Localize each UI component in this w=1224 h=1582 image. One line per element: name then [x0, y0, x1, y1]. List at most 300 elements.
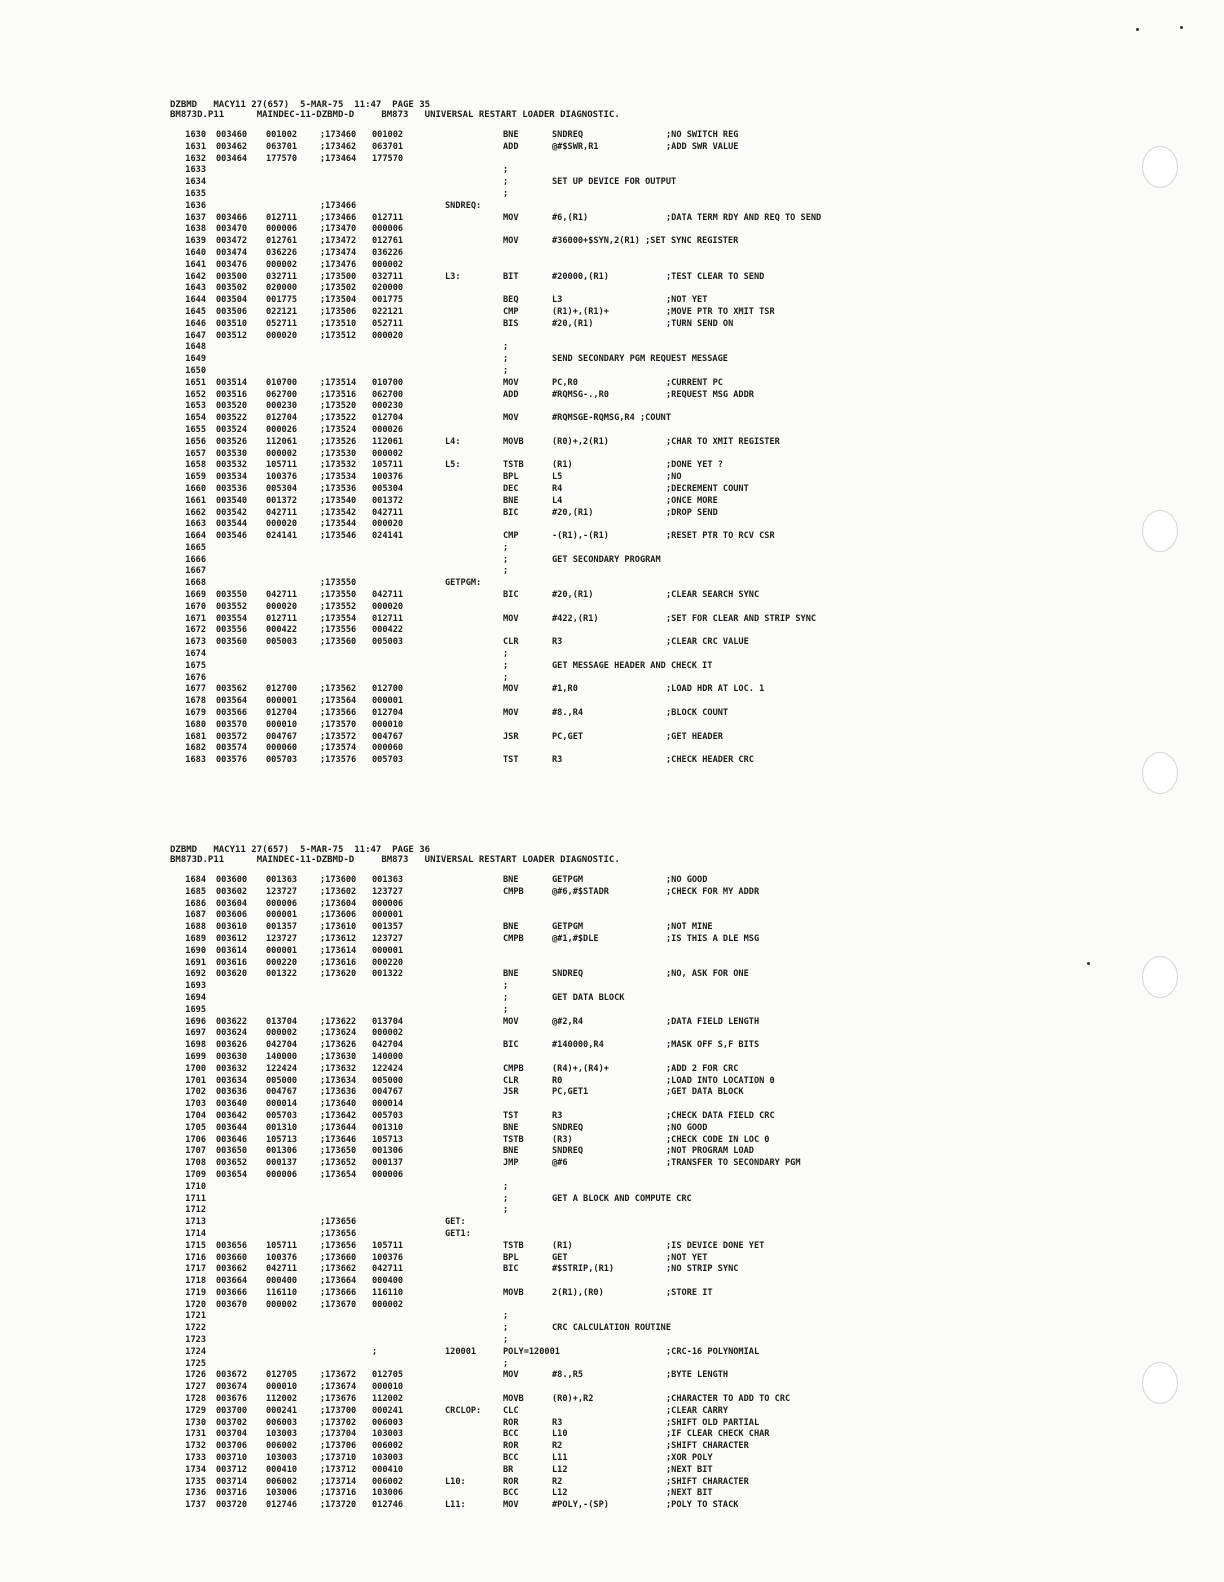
line-line-number: 1696 [185, 1016, 206, 1027]
binder-hole-icon [1142, 752, 1178, 794]
line-line-number: 1669 [185, 590, 206, 601]
line-relocated-address: ;173706 [320, 1441, 357, 1452]
line-location: 003720 [216, 1500, 248, 1511]
line-code: 177570 [266, 153, 298, 164]
listing-line [170, 425, 990, 437]
listing-line [170, 307, 990, 319]
listing-line [170, 661, 990, 673]
line-operand: #POLY,-(SP) [552, 1500, 609, 1511]
line-code: 024141 [266, 531, 298, 542]
line-location: 003514 [216, 377, 248, 388]
line-location: 003526 [216, 436, 248, 447]
line-opcode: MOV [503, 613, 519, 624]
line-operand: R2 [552, 1476, 563, 1487]
listing-line [170, 484, 990, 496]
line-code: 001372 [266, 495, 298, 506]
line-relocated-code: 000006 [372, 1169, 404, 1180]
line-location: 003572 [216, 731, 248, 742]
line-location: 003522 [216, 413, 248, 424]
line-comment: ;NO [666, 472, 682, 483]
line-opcode: POLY=120001 [503, 1346, 560, 1357]
listing-line [170, 1335, 990, 1347]
line-operand: GET [552, 1252, 568, 1263]
line-line-number: 1731 [185, 1429, 206, 1440]
line-operand: #140000,R4 [552, 1040, 604, 1051]
line-relocated-code: 103003 [372, 1453, 404, 1464]
line-line-number: 1632 [185, 153, 206, 164]
listing-line [170, 142, 990, 154]
line-comment: ;POLY TO STACK [666, 1500, 739, 1511]
line-opcode: BCC [503, 1453, 519, 1464]
line-opcode: ; [503, 672, 509, 683]
line-line-number: 1663 [185, 519, 206, 530]
listing-line [170, 342, 990, 354]
line-comment: ;NO GOOD [666, 1122, 708, 1133]
line-opcode: ROR [503, 1417, 519, 1428]
line-opcode: BNE [503, 1122, 519, 1133]
line-code: 000010 [266, 719, 298, 730]
line-line-number: 1639 [185, 236, 206, 247]
line-relocated-address: ;173700 [320, 1405, 357, 1416]
line-operand: #20,(R1) [552, 590, 594, 601]
line-code: 112002 [266, 1394, 298, 1405]
line-line-number: 1695 [185, 1004, 206, 1015]
line-comment: ;CHECK HEADER CRC [666, 755, 754, 766]
line-location: 003542 [216, 507, 248, 518]
listing-line [170, 993, 990, 1005]
line-line-number: 1691 [185, 957, 206, 968]
line-line-number: 1645 [185, 306, 206, 317]
line-relocated-code: 005703 [372, 1110, 404, 1121]
line-relocated-code: 103006 [372, 1488, 404, 1499]
line-line-number: 1642 [185, 271, 206, 282]
listing-line [170, 366, 990, 378]
listing-line [170, 1359, 990, 1371]
line-relocated-address: ;173504 [320, 295, 357, 306]
line-code: 005000 [266, 1075, 298, 1086]
line-line-number: 1677 [185, 684, 206, 695]
line-comment: ;BYTE LENGTH [666, 1370, 729, 1381]
line-relocated-code: 013704 [372, 1016, 404, 1027]
line-line-number: 1736 [185, 1488, 206, 1499]
line-line-number: 1737 [185, 1500, 206, 1511]
listing-line [170, 649, 990, 661]
line-relocated-address: ;173534 [320, 472, 357, 483]
line-comment: ;DATA FIELD LENGTH [666, 1016, 760, 1027]
line-comment: ;CLEAR CRC VALUE [666, 637, 749, 648]
line-operand: SNDREQ [552, 969, 584, 980]
line-operand: L5 [552, 472, 563, 483]
line-operand: #422,(R1) [552, 613, 599, 624]
line-operand: @#1,#$DLE [552, 933, 599, 944]
line-line-number: 1672 [185, 625, 206, 636]
line-operand: (R0)+,2(R1) [552, 436, 609, 447]
line-location: 003626 [216, 1040, 248, 1051]
binder-hole-icon [1142, 510, 1178, 552]
line-relocated-code: 000010 [372, 1382, 404, 1393]
line-line-number: 1675 [185, 660, 206, 671]
listing-line [170, 1477, 990, 1489]
line-code: 012761 [266, 236, 298, 247]
listing-line [170, 1205, 990, 1217]
line-relocated-code: 006003 [372, 1417, 404, 1428]
line-relocated-address: ;173516 [320, 389, 357, 400]
line-relocated-code: 000001 [372, 945, 404, 956]
line-opcode: BIC [503, 1040, 519, 1051]
line-operand: (R1) [552, 1240, 573, 1251]
line-location: 003620 [216, 969, 248, 980]
line-line-number: 1702 [185, 1087, 206, 1098]
line-line-number: 1671 [185, 613, 206, 624]
line-line-number: 1730 [185, 1417, 206, 1428]
line-comment: ;REQUEST MSG ADDR [666, 389, 754, 400]
listing-line [170, 1123, 990, 1135]
line-location: 003702 [216, 1417, 248, 1428]
line-relocated-code: 000020 [372, 330, 404, 341]
listing-line [170, 1052, 990, 1064]
line-relocated-code: 001372 [372, 495, 404, 506]
line-code: 042711 [266, 590, 298, 601]
line-operand: @#6 [552, 1158, 568, 1169]
line-location: 003612 [216, 933, 248, 944]
line-location: 003466 [216, 212, 248, 223]
line-location: 003566 [216, 708, 248, 719]
line-code: 012711 [266, 613, 298, 624]
scan-speck-icon [1180, 26, 1183, 29]
line-code: 062700 [266, 389, 298, 400]
line-relocated-address: ;173712 [320, 1464, 357, 1475]
line-opcode: MOV [503, 212, 519, 223]
line-operand: PC,R0 [552, 377, 578, 388]
listing-line [170, 213, 990, 225]
line-relocated-address: ;173710 [320, 1453, 357, 1464]
line-relocated-address: ;173500 [320, 271, 357, 282]
line-opcode: BIS [503, 318, 519, 329]
listing-line [170, 875, 990, 887]
listing-line [170, 1146, 990, 1158]
line-line-number: 1728 [185, 1394, 206, 1405]
line-relocated-code: 004767 [372, 1087, 404, 1098]
listing-line [170, 295, 990, 307]
line-comment: ;CHECK FOR MY ADDR [666, 886, 760, 897]
line-code: 000006 [266, 224, 298, 235]
line-operand: (R0)+,R2 [552, 1394, 594, 1405]
line-relocated-address: ;173676 [320, 1394, 357, 1405]
line-code: 103006 [266, 1488, 298, 1499]
line-opcode: MOV [503, 1016, 519, 1027]
line-line-number: 1718 [185, 1276, 206, 1287]
line-location: 003540 [216, 495, 248, 506]
listing-body [170, 130, 990, 767]
line-line-number: 1650 [185, 365, 206, 376]
line-relocated-code: 000220 [372, 957, 404, 968]
line-comment: ;CURRENT PC [666, 377, 723, 388]
listing-line [170, 165, 990, 177]
line-line-number: 1715 [185, 1240, 206, 1251]
line-code: 000001 [266, 945, 298, 956]
line-location: 003464 [216, 153, 248, 164]
listing-line [170, 201, 990, 213]
line-line-number: 1686 [185, 898, 206, 909]
line-code: 103003 [266, 1453, 298, 1464]
line-opcode: ; [503, 1358, 509, 1369]
line-operand: L4 [552, 495, 563, 506]
line-opcode: MOV [503, 708, 519, 719]
line-relocated-address: ;173576 [320, 755, 357, 766]
listing-line [170, 319, 990, 331]
line-relocated-code: 001310 [372, 1122, 404, 1133]
line-relocated-code: 001322 [372, 969, 404, 980]
line-relocated-address: ;173524 [320, 424, 357, 435]
line-location: 003650 [216, 1146, 248, 1157]
line-comment: ;TEST CLEAR TO SEND [666, 271, 765, 282]
listing-line [170, 981, 990, 993]
line-location: 003574 [216, 743, 248, 754]
line-code: 116110 [266, 1287, 298, 1298]
line-line-number: 1729 [185, 1405, 206, 1416]
binder-hole-icon [1142, 956, 1178, 998]
line-relocated-code: 020000 [372, 283, 404, 294]
line-opcode: ; [503, 566, 509, 577]
line-opcode: ; [503, 165, 509, 176]
line-line-number: 1636 [185, 200, 206, 211]
line-line-number: 1673 [185, 637, 206, 648]
line-code: 020000 [266, 283, 298, 294]
listing-line [170, 248, 990, 260]
line-operand: #20,(R1) [552, 318, 594, 329]
line-operand: #RQMSG-.,R0 [552, 389, 609, 400]
line-label: 120001 [445, 1346, 477, 1357]
line-label: GETPGM: [445, 578, 482, 589]
line-comment: ;ONCE MORE [666, 495, 718, 506]
listing-line [170, 1194, 990, 1206]
line-relocated-code: 000400 [372, 1276, 404, 1287]
line-opcode: CLC [503, 1405, 519, 1416]
line-relocated-code: ; [372, 1346, 378, 1357]
line-location: 003474 [216, 247, 248, 258]
line-location: 003552 [216, 601, 248, 612]
line-location: 003674 [216, 1382, 248, 1393]
line-opcode: MOVB [503, 1394, 524, 1405]
line-location: 003504 [216, 295, 248, 306]
line-line-number: 1682 [185, 743, 206, 754]
listing-line [170, 625, 990, 637]
line-location: 003646 [216, 1134, 248, 1145]
line-code: 032711 [266, 271, 298, 282]
line-location: 003554 [216, 613, 248, 624]
line-line-number: 1712 [185, 1205, 206, 1216]
line-line-number: 1647 [185, 330, 206, 341]
line-line-number: 1668 [185, 578, 206, 589]
line-operand: #8.,R4 [552, 708, 584, 719]
line-line-number: 1688 [185, 922, 206, 933]
listing-line [170, 732, 990, 744]
line-relocated-address: ;173522 [320, 413, 357, 424]
line-code: 006003 [266, 1417, 298, 1428]
line-opcode: ; [503, 1193, 509, 1204]
line-opcode: ; [503, 1311, 509, 1322]
line-line-number: 1694 [185, 992, 206, 1003]
line-code: 012746 [266, 1500, 298, 1511]
line-operand: SNDREQ [552, 1122, 584, 1133]
line-relocated-address: ;173476 [320, 259, 357, 270]
line-relocated-address: ;173670 [320, 1299, 357, 1310]
line-code: 000137 [266, 1158, 298, 1169]
line-code: 100376 [266, 1252, 298, 1263]
listing-line [170, 130, 990, 142]
line-code: 000060 [266, 743, 298, 754]
binder-hole-icon [1142, 146, 1178, 188]
line-relocated-code: 000002 [372, 1299, 404, 1310]
line-code: 012704 [266, 708, 298, 719]
line-location: 003476 [216, 259, 248, 270]
listing-line [170, 1017, 990, 1029]
line-code: 001775 [266, 295, 298, 306]
listing-line [170, 590, 990, 602]
line-opcode: CMPB [503, 886, 524, 897]
line-relocated-code: 012761 [372, 236, 404, 247]
line-code: 036226 [266, 247, 298, 258]
line-label: L4: [445, 436, 461, 447]
line-code: 000010 [266, 1382, 298, 1393]
line-location: 003634 [216, 1075, 248, 1086]
line-opcode: ; [503, 981, 509, 992]
line-relocated-code: 032711 [372, 271, 404, 282]
line-relocated-code: 005000 [372, 1075, 404, 1086]
line-comment: ;NO STRIP SYNC [666, 1264, 739, 1275]
line-comment: ;NO GOOD [666, 875, 708, 885]
line-relocated-address: ;173716 [320, 1488, 357, 1499]
line-relocated-address: ;173466 [320, 200, 357, 211]
line-comment: ;NOT MINE [666, 922, 713, 933]
line-opcode: CLR [503, 637, 519, 648]
listing-line [170, 1005, 990, 1017]
listing-line [170, 449, 990, 461]
line-location: 003700 [216, 1405, 248, 1416]
line-location: 003602 [216, 886, 248, 897]
line-operand: #$STRIP,(R1) [552, 1264, 615, 1275]
line-opcode: TSTB [503, 1240, 524, 1251]
line-line-number: 1655 [185, 424, 206, 435]
line-opcode: MOV [503, 1500, 519, 1511]
line-opcode: MOV [503, 1370, 519, 1381]
line-code: 122424 [266, 1063, 298, 1074]
line-relocated-code: 100376 [372, 472, 404, 483]
line-relocated-code: 103003 [372, 1429, 404, 1440]
line-operand: GETPGM [552, 875, 584, 885]
line-line-number: 1708 [185, 1158, 206, 1169]
line-relocated-address: ;173514 [320, 377, 357, 388]
line-location: 003500 [216, 271, 248, 282]
line-line-number: 1641 [185, 259, 206, 270]
line-opcode: BNE [503, 969, 519, 980]
line-relocated-code: 010700 [372, 377, 404, 388]
line-location: 003564 [216, 696, 248, 707]
line-location: 003556 [216, 625, 248, 636]
line-line-number: 1676 [185, 672, 206, 683]
line-line-number: 1653 [185, 401, 206, 412]
listing-line [170, 1300, 990, 1312]
line-operand: R0 [552, 1075, 563, 1086]
line-operand: @#6,#$STADR [552, 886, 609, 897]
line-comment: ;SET FOR CLEAR AND STRIP SYNC [666, 613, 817, 624]
line-line-number: 1719 [185, 1287, 206, 1298]
line-code: 112061 [266, 436, 298, 447]
line-relocated-address: ;173622 [320, 1016, 357, 1027]
line-location: 003642 [216, 1110, 248, 1121]
line-opcode: TSTB [503, 460, 524, 471]
line-line-number: 1733 [185, 1453, 206, 1464]
line-opcode: BIC [503, 1264, 519, 1275]
line-relocated-code: 012705 [372, 1370, 404, 1381]
line-code: 000002 [266, 1299, 298, 1310]
line-label: L10: [445, 1476, 466, 1487]
line-opcode: ; [503, 1335, 509, 1346]
line-code: 105711 [266, 1240, 298, 1251]
line-location: 003712 [216, 1464, 248, 1475]
line-relocated-code: 005703 [372, 755, 404, 766]
listing-line [170, 922, 990, 934]
line-opcode: ; [503, 542, 509, 553]
line-comment: ;MASK OFF S,F BITS [666, 1040, 760, 1051]
line-relocated-address: ;173614 [320, 945, 357, 956]
line-relocated-code: 062700 [372, 389, 404, 400]
line-line-number: 1690 [185, 945, 206, 956]
line-code: 105713 [266, 1134, 298, 1145]
listing-line [170, 1087, 990, 1099]
line-comment: ;CLEAR SEARCH SYNC [666, 590, 760, 601]
page-header-line-1: DZBMD MACY11 27(657) 5-MAR-75 11:47 PAGE 35 [170, 100, 431, 110]
line-code: 005304 [266, 483, 298, 494]
listing-line [170, 390, 990, 402]
line-code: 000241 [266, 1405, 298, 1416]
listing-line [170, 1500, 990, 1512]
line-relocated-address: ;173646 [320, 1134, 357, 1145]
line-opcode: BNE [503, 495, 519, 506]
line-relocated-code: 000001 [372, 696, 404, 707]
line-location: 003714 [216, 1476, 248, 1487]
listing-line [170, 378, 990, 390]
line-line-number: 1704 [185, 1110, 206, 1121]
line-relocated-code: 042711 [372, 507, 404, 518]
line-operand: #36000+$SYN,2(R1) ;SET SYNC REGISTER [552, 236, 739, 247]
line-relocated-address: ;173632 [320, 1063, 357, 1074]
line-location: 003610 [216, 922, 248, 933]
line-code: 012700 [266, 684, 298, 695]
line-operand: @#$SWR,R1 [552, 141, 599, 152]
listing-body [170, 875, 990, 1512]
line-code: 000020 [266, 601, 298, 612]
line-opcode: MOV [503, 413, 519, 424]
line-relocated-address: ;173652 [320, 1158, 357, 1169]
line-relocated-code: 123727 [372, 933, 404, 944]
line-code: 042711 [266, 507, 298, 518]
line-code: 140000 [266, 1051, 298, 1062]
line-relocated-address: ;173602 [320, 886, 357, 897]
line-code: 100376 [266, 472, 298, 483]
line-line-number: 1711 [185, 1193, 206, 1204]
listing-line [170, 934, 990, 946]
line-relocated-code: 042711 [372, 590, 404, 601]
line-relocated-code: 052711 [372, 318, 404, 329]
line-line-number: 1679 [185, 708, 206, 719]
listing-line [170, 1418, 990, 1430]
line-line-number: 1684 [185, 875, 206, 885]
line-opcode: ADD [503, 141, 519, 152]
line-label: L5: [445, 460, 461, 471]
line-relocated-address: ;173704 [320, 1429, 357, 1440]
line-comment: ;TURN SEND ON [666, 318, 734, 329]
